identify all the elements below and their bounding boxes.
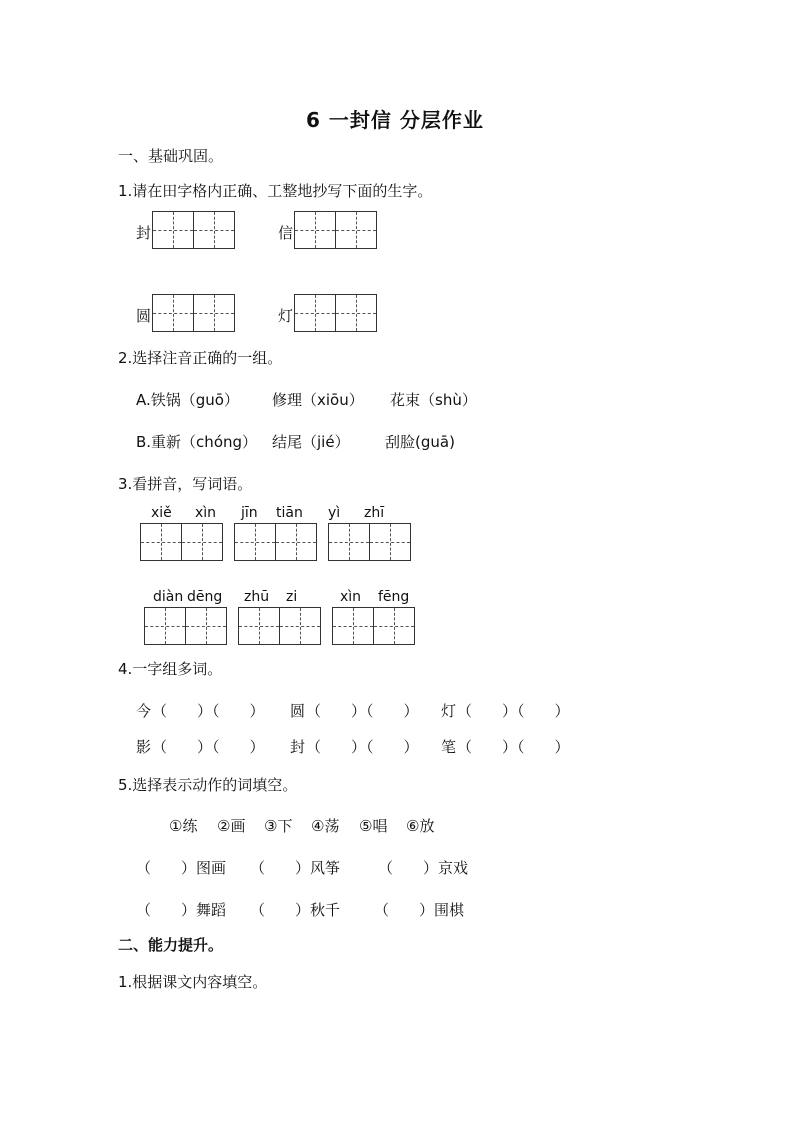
pinyin-label: fēng [378,589,410,605]
option-b-item: B.重新（chóng） [136,433,258,451]
choice-option: ④荡 [311,817,340,835]
blank-pair[interactable]: （ ）（ ） [457,702,570,720]
page-title: 6 一封信 分层作业 [306,108,484,132]
tianzige-grid[interactable] [234,523,317,561]
q1-prompt: 1.请在田字格内正确、工整地抄写下面的生字。 [118,182,433,200]
word-char: 笔 [441,738,457,756]
word-char: 灯 [441,702,457,720]
pinyin-label: xìn [195,505,217,521]
char-label: 信 [278,224,294,242]
section-advanced-heading: 二、能力提升。 [118,936,224,954]
word-char: 影 [136,738,152,756]
word-char: 圆 [290,702,306,720]
tianzige-grid[interactable] [152,211,235,249]
pinyin-label: tiān [276,505,303,521]
char-label: 圆 [136,307,152,325]
option-a-item: 花束（shù） [390,391,477,409]
blank-pair[interactable]: （ ）（ ） [152,702,265,720]
pinyin-label: zi [286,589,298,605]
fill-blank-item[interactable]: （ ）风筝 [250,859,341,877]
blank-pair[interactable]: （ ）（ ） [457,738,570,756]
q4-prompt: 4.一字组多词。 [118,660,223,678]
fill-blank-item[interactable]: （ ）图画 [136,859,227,877]
q2-prompt: 2.选择注音正确的一组。 [118,349,283,367]
tianzige-grid[interactable] [152,294,235,332]
fill-blank-item[interactable]: （ ）秋千 [250,901,341,919]
tianzige-grid[interactable] [140,523,223,561]
blank-pair[interactable]: （ ）（ ） [306,702,419,720]
tianzige-grid[interactable] [238,607,321,645]
choice-option: ③下 [264,817,293,835]
option-b-item: 结尾（jié） [272,433,350,451]
choice-option: ⑥放 [406,817,435,835]
option-b-item: 刮脸(guā) [385,433,455,451]
q3-prompt: 3.看拼音，写词语。 [118,475,253,493]
tianzige-grid[interactable] [144,607,227,645]
char-label: 灯 [278,307,294,325]
q5-prompt: 5.选择表示动作的词填空。 [118,776,298,794]
choice-option: ⑤唱 [359,817,388,835]
tianzige-grid[interactable] [332,607,415,645]
tianzige-grid[interactable] [328,523,411,561]
q6-prompt: 1.根据课文内容填空。 [118,973,268,991]
pinyin-label: diàn [153,589,184,605]
char-label: 封 [136,224,152,242]
option-a-item: 修理（xiōu） [272,391,364,409]
blank-pair[interactable]: （ ）（ ） [306,738,419,756]
pinyin-label: jīn [241,505,258,521]
pinyin-label: zhī [364,505,385,521]
word-char: 今 [136,702,152,720]
pinyin-label: zhū [244,589,270,605]
option-a-item: A.铁锅（guō） [136,391,239,409]
tianzige-grid[interactable] [294,211,377,249]
pinyin-label: yì [328,505,341,521]
tianzige-grid[interactable] [294,294,377,332]
fill-blank-item[interactable]: （ ）围棋 [374,901,465,919]
word-char: 封 [290,738,306,756]
pinyin-label: xìn [340,589,362,605]
fill-blank-item[interactable]: （ ）京戏 [378,859,469,877]
choice-option: ①练 [169,817,198,835]
blank-pair[interactable]: （ ）（ ） [152,738,265,756]
pinyin-label: xiě [151,505,172,521]
pinyin-label: dēng [187,589,223,605]
choice-option: ②画 [217,817,246,835]
section-basic-heading: 一、基础巩固。 [118,147,224,165]
fill-blank-item[interactable]: （ ）舞蹈 [136,901,227,919]
